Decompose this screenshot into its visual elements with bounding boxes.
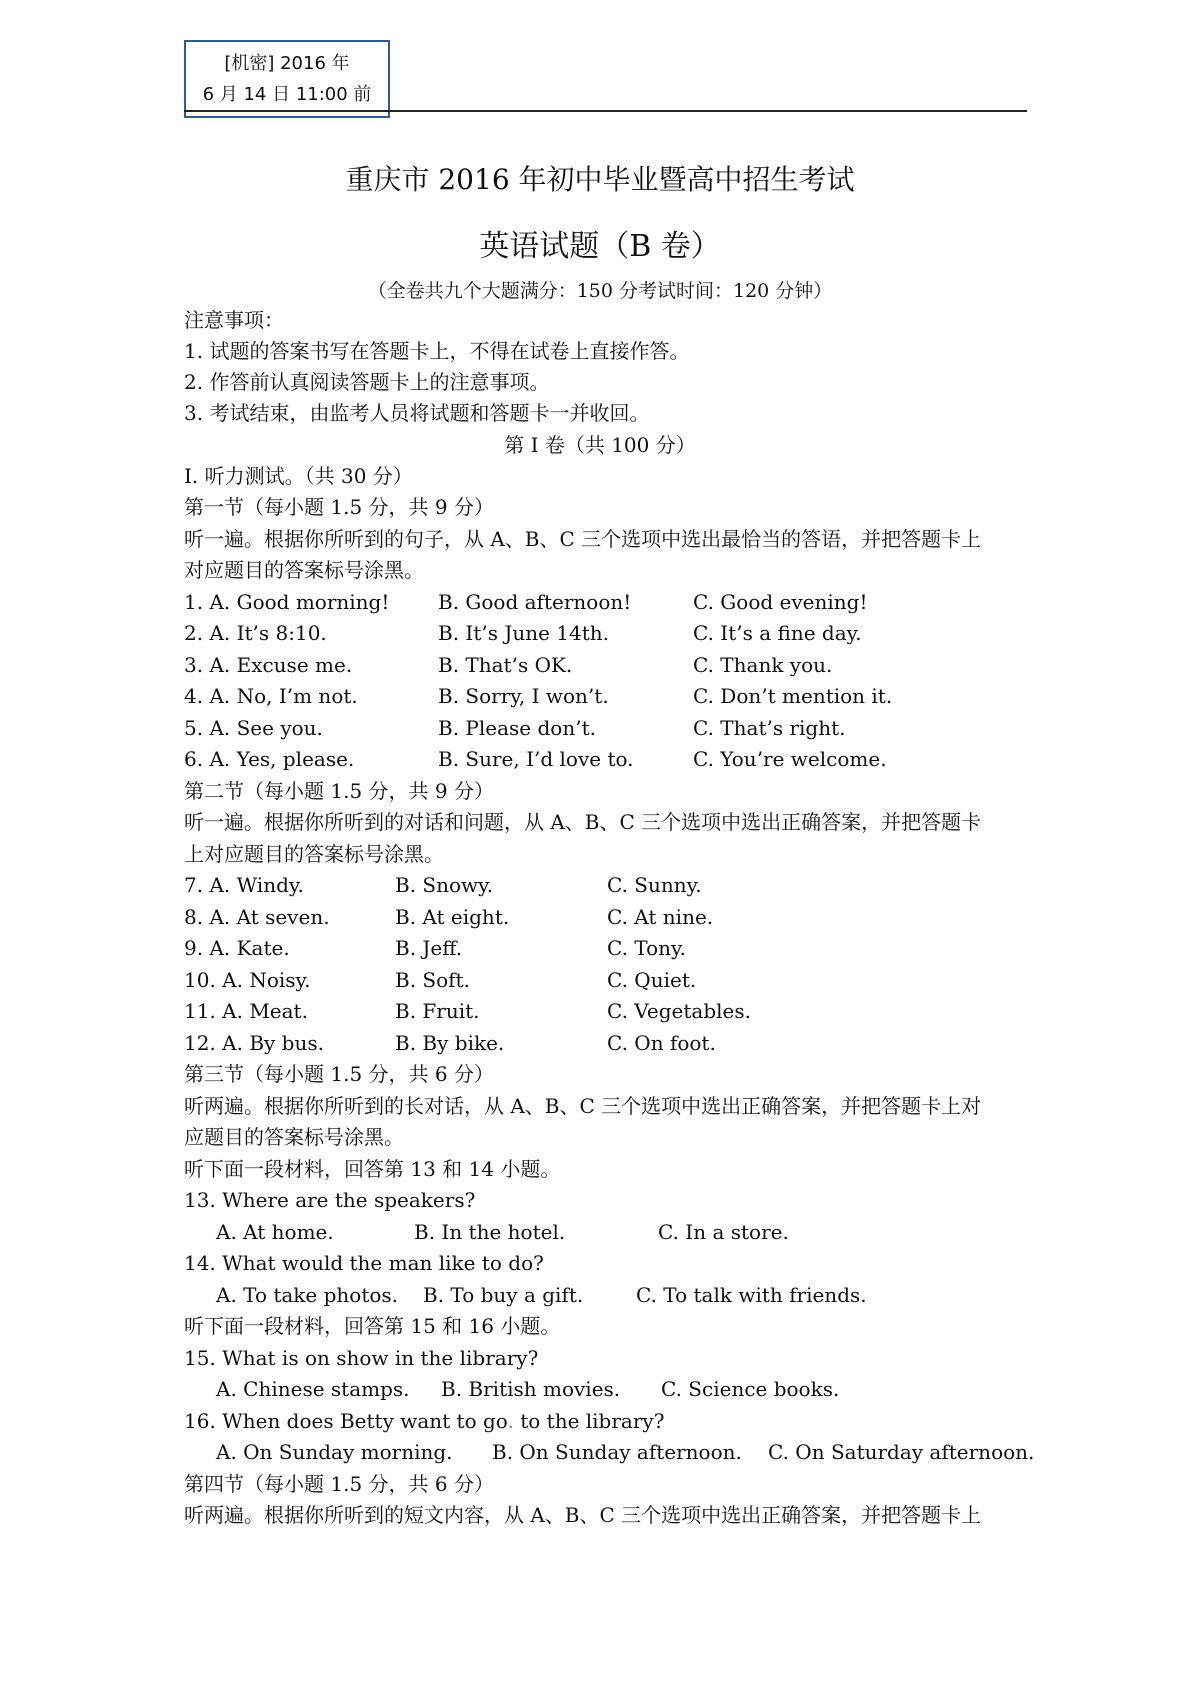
exam-info: （全卷共九个大题满分：150 分考试时间：120 分钟）	[367, 280, 833, 302]
option-b: B. Good afternoon!	[438, 590, 632, 614]
notice-item: 1. 试题的答案书写在答题卡上，不得在试卷上直接作答。	[184, 339, 690, 363]
option-a: A. At home.	[216, 1220, 334, 1244]
option-b: B. Soft.	[395, 968, 470, 992]
option-b: B. On Sunday afternoon.	[492, 1440, 742, 1464]
notice-item: 2. 作答前认真阅读答题卡上的注意事项。	[184, 370, 550, 394]
option-a: 12. A. By bus.	[184, 1031, 324, 1055]
option-b: B. Fruit.	[395, 999, 480, 1023]
notice-heading: 注意事项：	[184, 308, 284, 332]
option-a: A. Chinese stamps.	[216, 1377, 410, 1401]
option-b: B. In the hotel.	[414, 1220, 566, 1244]
option-c: C. On Saturday afternoon.	[768, 1440, 1035, 1464]
stamp-line-2: 6 月 14 日 11:00 前	[202, 84, 372, 105]
question-text-part: 16. When does Betty want to go	[184, 1409, 508, 1433]
option-a: 8. A. At seven.	[184, 905, 330, 929]
notice-item: 3. 考试结束，由监考人员将试题和答题卡一并收回。	[184, 401, 650, 425]
option-c: C. Vegetables.	[607, 999, 752, 1023]
material-intro: 听下面一段材料，回答第 13 和 14 小题。	[184, 1157, 561, 1181]
option-c: C. On foot.	[607, 1031, 716, 1055]
exam-subtitle: 英语试题（B 卷）	[479, 229, 721, 264]
option-c: C. It’s a fine day.	[693, 621, 862, 645]
option-b: B. It’s June 14th.	[438, 621, 610, 645]
option-a: A. To take photos.	[216, 1283, 399, 1307]
option-b: B. Please don’t.	[438, 716, 596, 740]
exam-title: 重庆市 2016 年初中毕业暨高中招生考试	[345, 163, 855, 196]
stamp-line-1: [机密] 2016 年	[224, 53, 350, 74]
section-title: I. 听力测试。（共 30 分）	[184, 464, 413, 488]
question-text: 15. What is on show in the library?	[184, 1346, 539, 1370]
option-c: C. Sunny.	[607, 873, 702, 897]
option-b: B. That’s OK.	[438, 653, 573, 677]
option-c: C. Thank you.	[693, 653, 833, 677]
section-instruction: 听一遍。根据你所听到的对话和问题，从 A、B、C 三个选项中选出正确答案，并把答题卡	[184, 810, 982, 834]
question-text	[184, 1406, 664, 1437]
option-a: 2. A. It’s 8:10.	[184, 621, 327, 645]
section-instruction: 上对应题目的答案标号涂黑。	[184, 842, 444, 866]
option-a: 5. A. See you.	[184, 716, 323, 740]
option-a: 10. A. Noisy.	[184, 968, 311, 992]
question-text: 14. What would the man like to do?	[184, 1251, 544, 1275]
option-c: C. Don’t mention it.	[693, 684, 893, 708]
option-a: 11. A. Meat.	[184, 999, 308, 1023]
option-c: C. To talk with friends.	[636, 1283, 867, 1307]
option-c: C. Science books.	[661, 1377, 840, 1401]
confidential-stamp	[184, 40, 390, 118]
section-instruction: 听两遍。根据你所听到的短文内容，从 A、B、C 三个选项中选出正确答案，并把答题卡上	[184, 1503, 982, 1527]
colored-dot: .	[507, 1409, 514, 1433]
option-b: B. Jeff.	[395, 936, 463, 960]
option-c: C. At nine.	[607, 905, 714, 929]
option-b: B. At eight.	[395, 905, 510, 929]
option-a: A. On Sunday morning.	[216, 1440, 453, 1464]
option-c: C. In a store.	[658, 1220, 789, 1244]
option-c: C. You’re welcome.	[693, 747, 887, 771]
option-a: 3. A. Excuse me.	[184, 653, 353, 677]
option-b: B. Sure, I’d love to.	[438, 747, 634, 771]
question-text-part: to the library?	[513, 1409, 665, 1433]
option-b: B. By bike.	[395, 1031, 505, 1055]
option-c: C. Good evening!	[693, 590, 868, 614]
section-instruction: 听一遍。根据你所听到的句子，从 A、B、C 三个选项中选出最恰当的答语，并把答题卡上	[184, 527, 982, 551]
option-b: B. Snowy.	[395, 873, 494, 897]
material-intro: 听下面一段材料，回答第 15 和 16 小题。	[184, 1314, 561, 1338]
section-instruction: 对应题目的答案标号涂黑。	[184, 558, 424, 582]
option-b: B. Sorry, I won’t.	[438, 684, 609, 708]
section-subtitle: 第四节（每小题 1.5 分，共 6 分）	[184, 1472, 494, 1496]
section-subtitle: 第二节（每小题 1.5 分，共 9 分）	[184, 779, 494, 803]
header-rule	[184, 110, 1027, 112]
option-a: 6. A. Yes, please.	[184, 747, 355, 771]
option-c: C. That’s right.	[693, 716, 846, 740]
option-c: C. Tony.	[607, 936, 687, 960]
question-text: 13. Where are the speakers?	[184, 1188, 476, 1212]
option-a: 7. A. Windy.	[184, 873, 304, 897]
option-b: B. British movies.	[441, 1377, 621, 1401]
section-subtitle: 第三节（每小题 1.5 分，共 6 分）	[184, 1062, 494, 1086]
option-a: 4. A. No, I’m not.	[184, 684, 358, 708]
section-instruction: 应题目的答案标号涂黑。	[184, 1125, 404, 1149]
section-instruction: 听两遍。根据你所听到的长对话，从 A、B、C 三个选项中选出正确答案，并把答题卡上对	[184, 1094, 982, 1118]
part-heading: 第 I 卷（共 100 分）	[504, 433, 696, 457]
option-b: B. To buy a gift.	[423, 1283, 584, 1307]
section-subtitle: 第一节（每小题 1.5 分，共 9 分）	[184, 495, 494, 519]
option-a: 9. A. Kate.	[184, 936, 290, 960]
option-a: 1. A. Good morning!	[184, 590, 390, 614]
option-c: C. Quiet.	[607, 968, 697, 992]
